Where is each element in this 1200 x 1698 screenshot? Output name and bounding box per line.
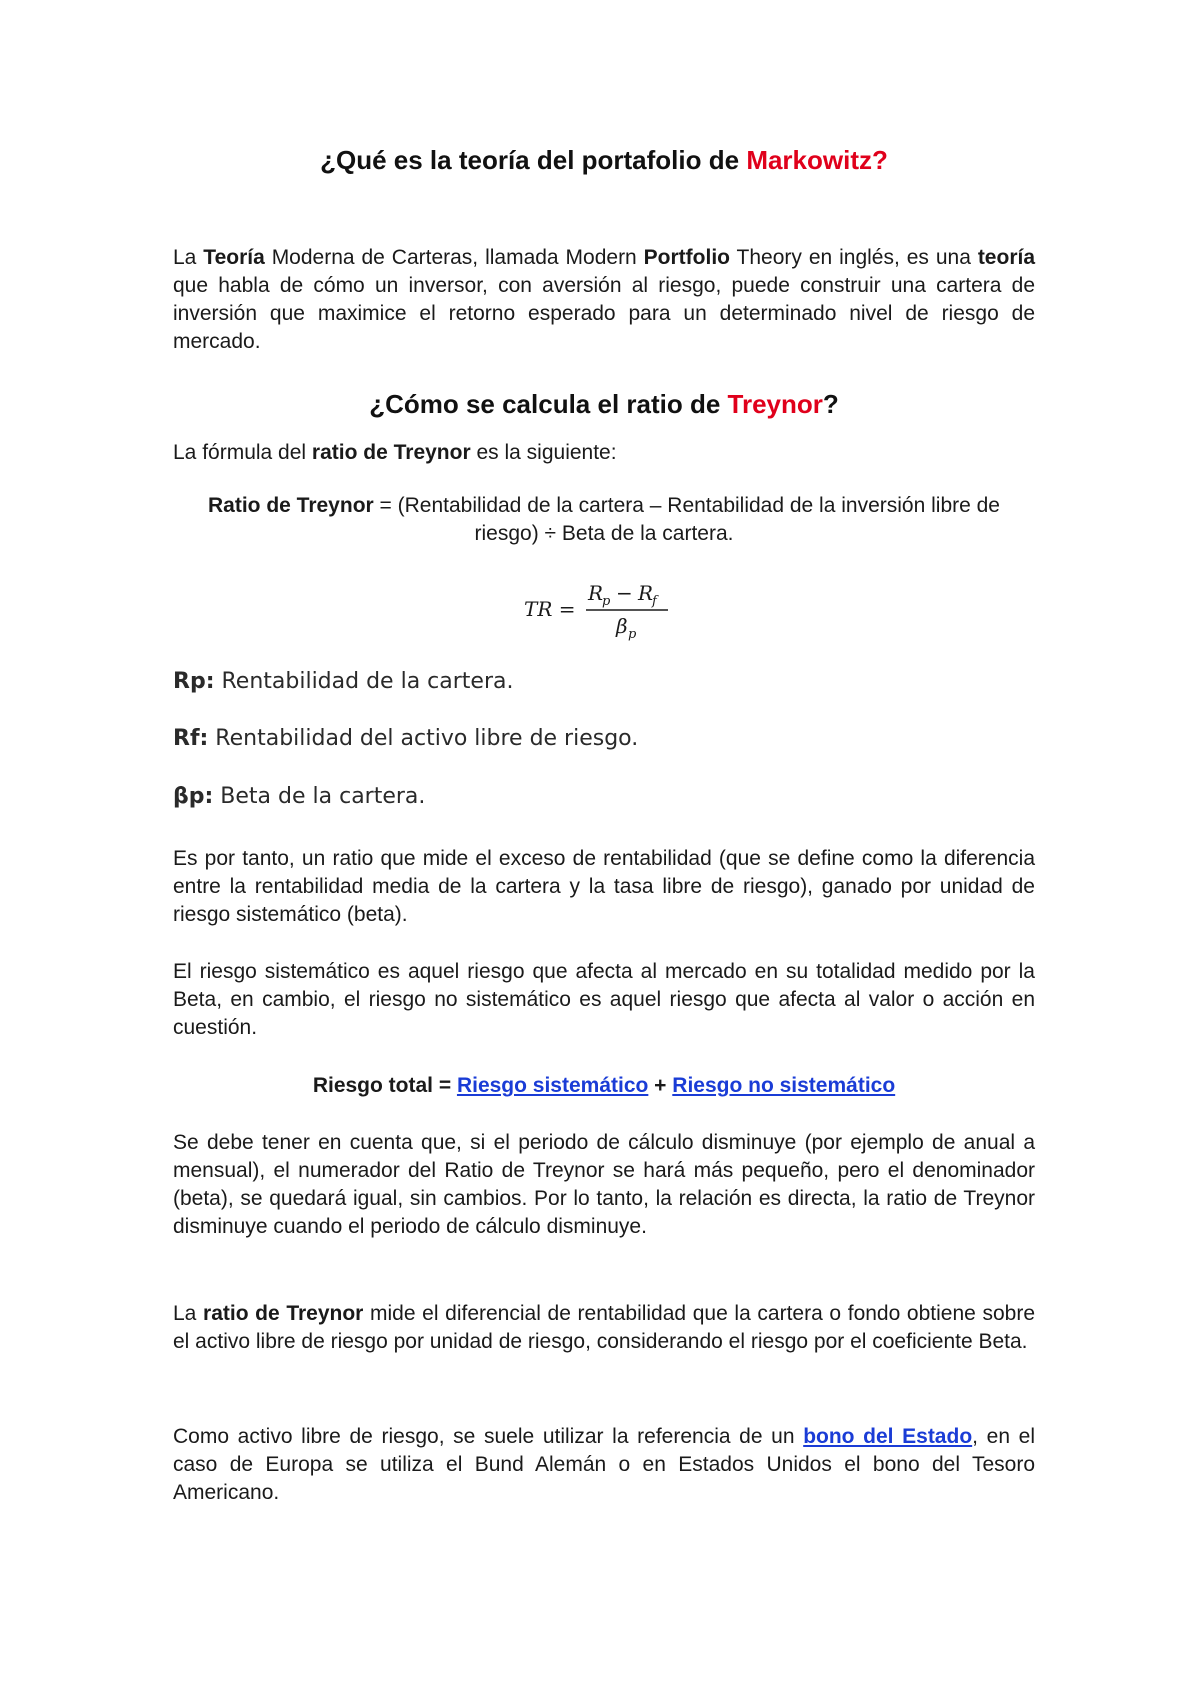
intro-paragraph: La Teoría Moderna de Carteras, llamada Modern Portfolio Theory en inglés, es una teoría que habla de cómo un inversor, con aversión al riesgo, puede construir una cartera de inversión que maximice el retorno esperado para un determinado nivel de riesgo de mercado. xyxy=(173,246,1035,353)
equation-svg xyxy=(524,575,684,645)
heading-markowitz: ¿Qué es la teoría del portafolio de Markowitz? xyxy=(320,145,888,175)
equation-rp-sub: p xyxy=(602,594,611,609)
equation-rp: R xyxy=(588,581,604,605)
link-riesgo-no-sistematico[interactable]: Riesgo no sistemático xyxy=(672,1074,896,1097)
heading-treynor: ¿Cómo se calcula el ratio de Treynor? xyxy=(369,389,839,419)
definition-beta: βp: Beta de la cartera. xyxy=(173,784,426,809)
paragraph-period: Se debe tener en cuenta que, si el periodo de cálculo disminuye (por ejemplo de anual a mensual), el numerador del Ratio de Treynor se hará más pequeño, pero el denominador (beta), se quedará igual, sin cambios. Por lo tanto, la relación es directa, la ratio de Treynor disminuye cuando el periodo de cálculo disminuye. xyxy=(173,1131,1035,1238)
equation-minus: − xyxy=(616,581,633,605)
link-riesgo-sistematico[interactable]: Riesgo sistemático xyxy=(456,1074,649,1097)
paragraph-ratio-treynor: La ratio de Treynor mide el diferencial de rentabilidad que la cartera o fondo obtiene sobre el activo libre de riesgo por unidad de riesgo, considerando el riesgo por el coeficiente Beta. xyxy=(173,1302,1036,1353)
equation-beta-sub: p xyxy=(628,627,637,642)
heading-highlight-markowitz: Markowitz? xyxy=(746,145,888,175)
risk-total-line: Riesgo total = Riesgo sistemático + Riesgo no sistemático xyxy=(312,1074,896,1097)
equation-beta: β xyxy=(616,614,628,638)
paragraph-excess-return: Es por tanto, un ratio que mide el exceso de rentabilidad (que se define como la diferencia entre la rentabilidad media de la cartera y la tasa libre de riesgo), ganado por unidad de riesgo sistemático (beta). xyxy=(173,847,1035,926)
definition-rp: Rp: Rentabilidad de la cartera. xyxy=(173,669,514,694)
equation-rf: R xyxy=(638,581,654,605)
equation-rf-sub: f xyxy=(652,594,657,609)
paragraph-systematic-risk: El riesgo sistemático es aquel riesgo que afecta al mercado en su totalidad medido por la Beta, en cambio, el riesgo no sistemático es aquel riesgo que afecta al valor o acción en cuestión. xyxy=(173,960,1035,1039)
heading-highlight-treynor: Treynor xyxy=(727,389,823,419)
formula-intro: La fórmula del ratio de Treynor es la siguiente: xyxy=(173,441,617,464)
link-bono-del-estado[interactable]: bono del Estado xyxy=(803,1425,973,1448)
formula-text: Ratio de Treynor = (Rentabilidad de la cartera – Rentabilidad de la inversión libre de riesgo) ÷ Beta de la cartera. xyxy=(207,494,1000,545)
definition-rf: Rf: Rentabilidad del activo libre de riesgo. xyxy=(173,726,639,751)
treynor-equation xyxy=(173,575,1035,645)
equation-lhs: TR = xyxy=(524,597,576,621)
paragraph-risk-free-asset: Como activo libre de riesgo, se suele utilizar la referencia de un bono del Estado, en el caso de Europa se utiliza el Bund Alemán o en Estados Unidos el bono del Tesoro Americano. xyxy=(173,1425,1035,1504)
